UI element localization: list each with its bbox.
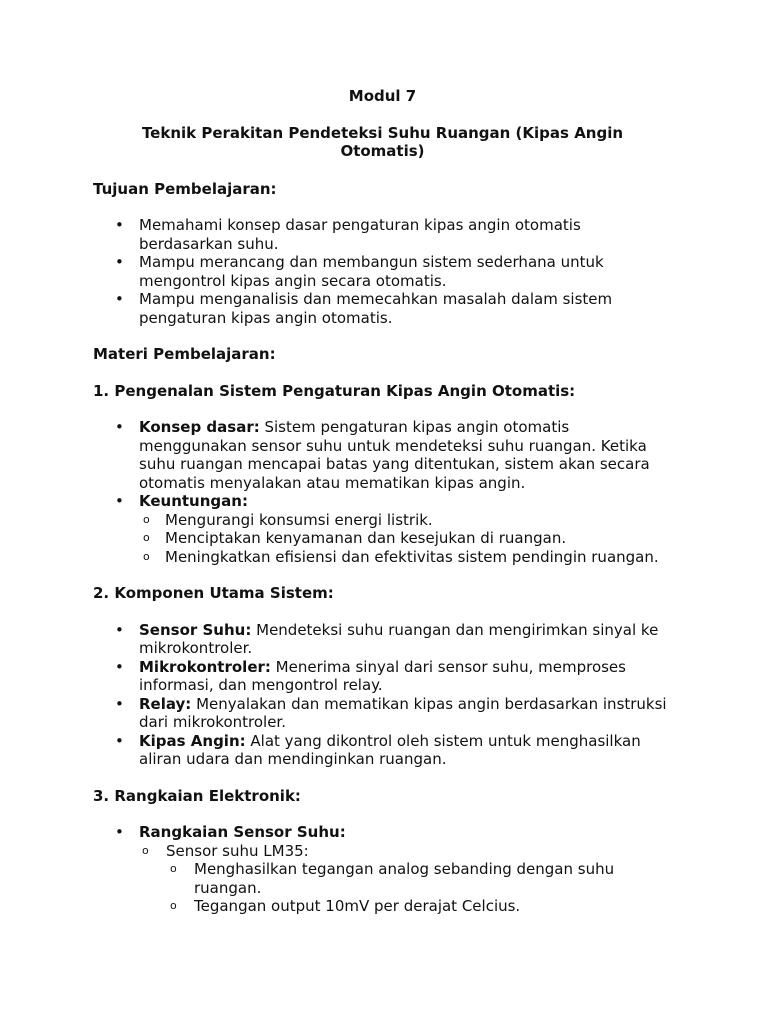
list-item: • Mikrokontroler: Menerima sinyal dari sensor suhu, memproses informasi, dan mengontrol relay.	[115, 657, 626, 694]
list-item: • Konsep dasar: Sistem pengaturan kipas angin otomatis menggunakan sensor suhu untuk mendeteksi suhu ruangan. Ketika suhu ruangan mencapai batas yang ditentukan, sistem akan secara otomatis menyalakan atau mematikan kipas angin.	[115, 418, 650, 492]
bullet-icon: •	[115, 657, 124, 676]
list-item: • Sensor Suhu: Mendeteksi suhu ruangan dan mengirimkan sinyal ke mikrokontroler.	[115, 620, 659, 657]
list-item: • Mampu merancang dan membangun sistem sederhana untuk mengontrol kipas angin secara otomatis.	[115, 253, 604, 290]
document-title: Teknik Perakitan Pendeteksi Suhu Ruangan (Kipas Angin Otomatis)	[141, 123, 624, 160]
list-item: o Menciptakan kenyamanan dan kesejukan di ruangan.	[143, 529, 567, 547]
heading-section-1: 1. Pengenalan Sistem Pengaturan Kipas Angin Otomatis:	[93, 381, 576, 400]
list-item: • Mampu menganalisis dan memecahkan masalah dalam sistem pengaturan kipas angin otomatis.	[115, 290, 613, 327]
circle-bullet-icon: o	[143, 512, 150, 526]
list-item: o Sensor suhu LM35: o Menghasilkan tegangan analog sebanding dengan suhu ruangan. o Tegangan output 10mV per derajat Celcius.	[119, 842, 672, 916]
circle-bullet-icon: o	[143, 531, 150, 544]
list-item: o Mengurangi konsumsi energi listrik.	[143, 510, 433, 529]
list-tujuan	[93, 216, 672, 327]
list-rangkaian-sensor	[119, 842, 672, 916]
heading-section-3: 3. Rangkaian Elektronik:	[93, 786, 301, 805]
list-item: • Memahami konsep dasar pengaturan kipas angin otomatis berdasarkan suhu.	[115, 216, 581, 253]
bullet-icon: •	[115, 492, 124, 510]
list-item: • Kipas Angin: Alat yang dikontrol oleh sistem untuk menghasilkan aliran udara dan mendinginkan ruangan.	[115, 731, 641, 768]
list-section-1	[93, 418, 672, 566]
heading-tujuan: Tujuan Pembelajaran:	[93, 179, 277, 198]
list-item: • Rangkaian Sensor Suhu: o Sensor suhu LM35: o Menghasilkan tegangan analog sebanding dengan suhu ruangan. o Tegangan output 10mV per derajat Celcius.	[93, 823, 672, 916]
bullet-icon: •	[115, 418, 124, 436]
bullet-icon: •	[115, 216, 124, 234]
circle-bullet-icon: o	[142, 843, 149, 857]
list-item: o Meningkatkan efisiensi dan efektivitas sistem pendingin ruangan.	[143, 547, 659, 566]
list-item: • Relay: Menyalakan dan mematikan kipas angin berdasarkan instruksi dari mikrokontroler.	[115, 694, 667, 731]
list-item: o Menghasilkan tegangan analog sebanding dengan suhu ruangan.	[170, 860, 615, 897]
bullet-icon: •	[115, 823, 124, 841]
circle-bullet-icon: o	[170, 899, 177, 912]
circle-bullet-icon: o	[170, 862, 177, 875]
module-title: Modul 7	[348, 87, 417, 105]
bullet-icon: •	[115, 731, 124, 750]
list-section-3	[93, 823, 672, 916]
circle-bullet-icon: o	[143, 549, 150, 563]
bullet-icon: •	[115, 253, 124, 271]
list-item: o Tegangan output 10mV per derajat Celcius.	[170, 897, 521, 915]
bullet-icon: •	[115, 620, 124, 639]
heading-section-2: 2. Komponen Utama Sistem:	[93, 584, 334, 602]
bullet-icon: •	[115, 694, 124, 713]
list-lm35	[166, 860, 672, 916]
list-section-2	[93, 621, 672, 769]
heading-materi: Materi Pembelajaran:	[93, 345, 276, 363]
list-keuntungan	[139, 511, 672, 567]
bullet-icon: •	[115, 290, 124, 308]
list-item: • Keuntungan: o Mengurangi konsumsi energi listrik. o Menciptakan kenyamanan dan kesejukan di ruangan. o Meningkatkan efisiensi dan efektivitas sistem pendingin ruangan.	[93, 492, 672, 566]
